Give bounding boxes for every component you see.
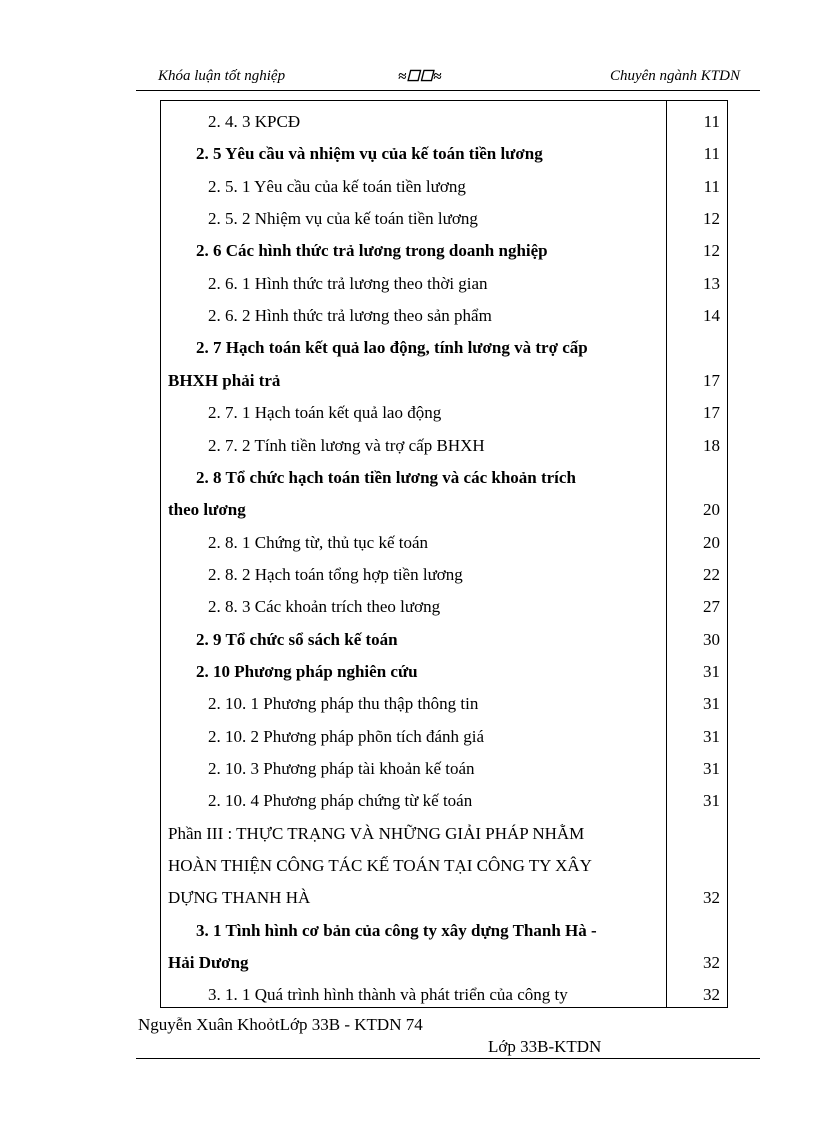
toc-entry-title: 2. 10. 1 Phương pháp thu thập thông tin [208,694,479,714]
toc-entry-title: 2. 10 Phương pháp nghiên cứu [196,661,418,681]
toc-entry [160,979,728,1011]
toc-entry [160,203,728,235]
toc-entry [160,397,728,429]
toc-entry [160,106,728,138]
toc-entry [160,268,728,300]
toc-entry [160,688,728,720]
toc-entry [160,785,728,817]
toc-entry [160,300,728,332]
toc-entry-page: 32 [703,888,720,908]
toc-entry-title: 2. 5 Yêu cầu và nhiệm vụ của kế toán tiền lương [196,144,543,164]
toc-entry-title: BHXH phải trả [168,370,281,390]
toc-entry-page: 17 [703,370,720,390]
toc-entry [160,721,728,753]
toc-entry-page: 31 [703,661,720,681]
toc-entry-page: 22 [703,564,720,584]
footer-author: Nguyễn Xuân KhoỏtLớp 33B - KTDN 74 [138,1015,423,1034]
toc-entry-title: 2. 4. 3 KPCĐ [208,112,301,131]
toc-entry-title: 2. 8. 1 Chứng từ, thủ tục kế toán [208,532,429,552]
toc-entry-page: 11 [703,144,720,164]
toc-entry-title: DỰNG THANH HÀ [168,888,311,908]
toc-entry-title: 2. 7. 1 Hạch toán kết quả lao động [208,403,442,423]
toc-entry-title: theo lương [168,500,246,520]
toc-entry-title: 2. 7 Hạch toán kết quả lao động, tính lương và trợ cấp [196,338,588,358]
toc-entry-page: 13 [703,273,720,293]
toc-entry-title: 2. 8 Tổ chức hạch toán tiền lương và các khoản trích [196,467,576,487]
toc-entry-page: 31 [703,694,720,714]
toc-entry [160,753,728,785]
toc-entry-page: 14 [703,306,720,326]
header-major-label: Chuyên ngành KTDN [609,68,740,84]
toc-entry [160,656,728,688]
toc-entry-page: 20 [703,500,720,520]
toc-entry-title: Hải Dương [168,953,249,973]
toc-entry-title: HOÀN THIỆN CÔNG TÁC KẾ TOÁN TẠI CÔNG TY XÂY [168,856,592,876]
toc-entry-page: 17 [703,403,720,423]
toc-entry [160,882,728,914]
toc-entry [160,332,728,364]
header-thesis-label: Khóa luận tốt nghiệp [158,68,286,84]
toc-entry-page: 11 [703,112,720,131]
header-ornament: ≈☐☐≈ [398,69,442,85]
footer-class: Lớp 33B-KTDN [488,1037,602,1056]
footer-rule [136,1058,760,1059]
toc-entry-page: 31 [703,759,720,778]
toc-entry-title: 2. 10. 2 Phương pháp phõn tích đánh giá [208,726,485,746]
toc-entry [160,818,728,850]
toc-entry-title: 2. 5. 1 Yêu cầu của kế toán tiền lương [208,176,466,196]
toc-entry-title: 3. 1 Tình hình cơ bản của công ty xây dựng Thanh Hà - [196,920,597,940]
toc-entry-page: 27 [703,597,720,617]
toc-entry [160,850,728,882]
toc-entry-page: 12 [703,241,720,261]
toc-entry-page: 12 [703,209,720,229]
toc-entry-title: 2. 9 Tổ chức sổ sách kế toán [196,629,398,649]
toc-entry-page: 32 [703,953,720,973]
toc-entry [160,591,728,623]
toc-entry-title: 2. 10. 4 Phương pháp chứng từ kế toán [208,791,473,811]
toc-entry [160,624,728,656]
toc-entry [160,171,728,203]
toc-entry [160,494,728,526]
toc-entry-page: 31 [703,791,720,811]
toc-entry-title: Phần III : THỰC TRẠNG VÀ NHỮNG GIẢI PHÁP NHẰM [168,823,585,843]
header-rule [136,90,760,91]
toc-entry [160,559,728,591]
toc-entry-title: 3. 1. 1 Quá trình hình thành và phát triển của công ty [208,985,568,1005]
toc-entry-title: 2. 7. 2 Tính tiền lương và trợ cấp BHXH [208,435,485,455]
toc-entry-page: 20 [703,532,720,552]
toc-entry-title: 2. 8. 3 Các khoản trích theo lương [208,597,441,617]
toc-entry [160,947,728,979]
toc-entry-title: 2. 6. 2 Hình thức trả lương theo sản phẩm [208,306,492,326]
toc-entry-title: 2. 6 Các hình thức trả lương trong doanh nghiệp [196,241,548,261]
toc-entry-page: 11 [703,176,720,196]
toc-entry-title: 2. 10. 3 Phương pháp tài khoản kế toán [208,759,475,778]
toc-entry-title: 2. 6. 1 Hình thức trả lương theo thời gian [208,273,488,293]
toc-entry-title: 2. 5. 2 Nhiệm vụ của kế toán tiền lương [208,209,478,229]
toc-entry-page: 18 [703,435,720,455]
toc-entry-page: 31 [703,726,720,746]
toc-entry [160,915,728,947]
toc-entry [160,430,728,462]
toc-entry-page: 32 [703,985,720,1005]
toc-entry [160,138,728,170]
toc-entry [160,527,728,559]
toc-entry-title: 2. 8. 2 Hạch toán tổng hợp tiền lương [208,564,463,584]
toc-entry [160,365,728,397]
toc-entry-page: 30 [703,629,720,649]
toc-entry [160,462,728,494]
toc-entry [160,235,728,267]
page-header [136,68,760,90]
